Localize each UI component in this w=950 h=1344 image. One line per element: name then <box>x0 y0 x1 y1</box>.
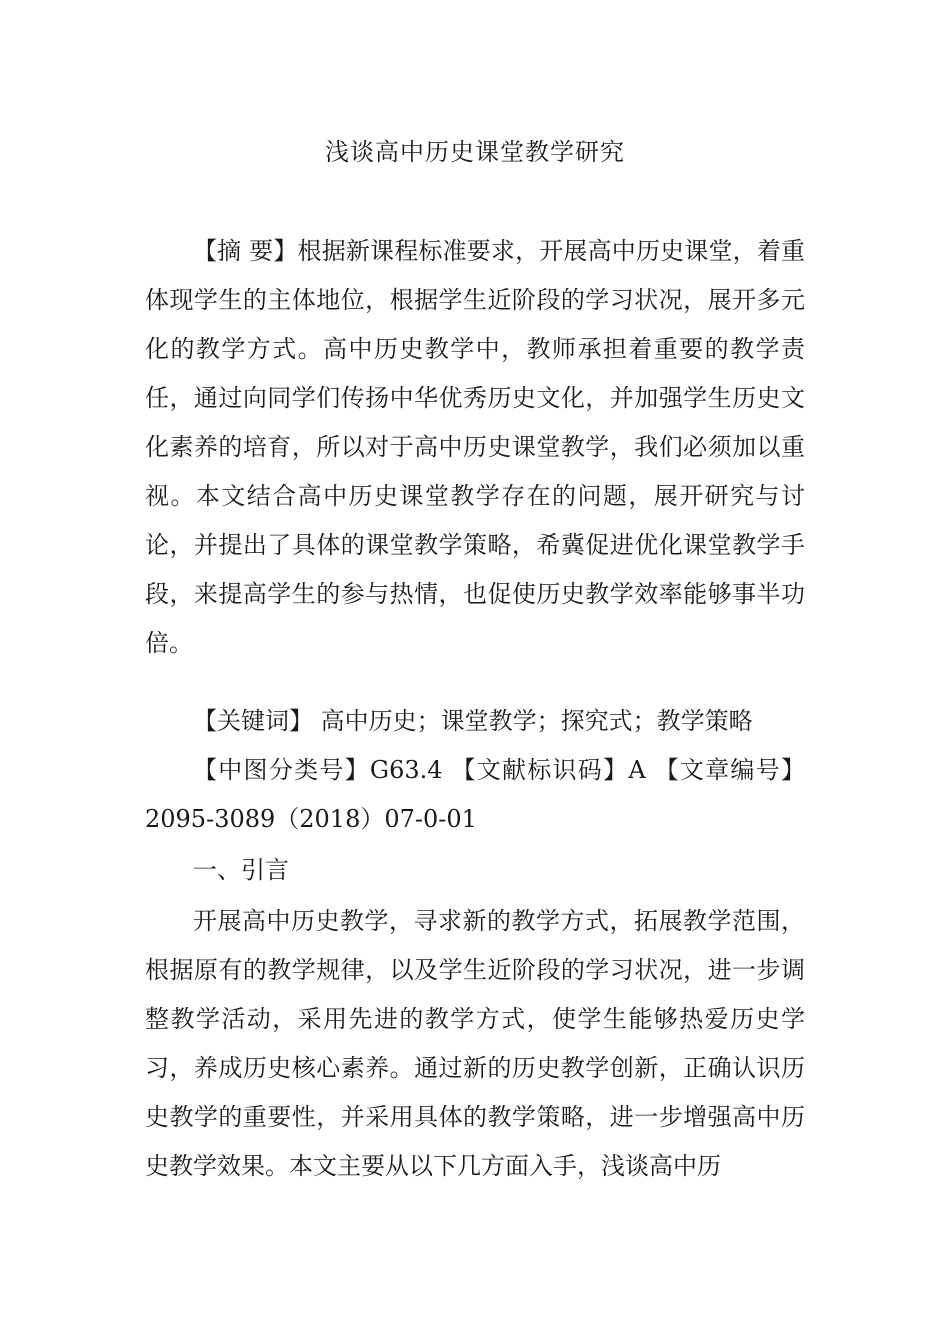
keywords-text: 高中历史；课堂教学；探究式；教学策略 <box>313 707 753 735</box>
clc-value: G63.4 <box>369 756 443 784</box>
classification-paragraph <box>145 746 805 844</box>
abstract-text: 根据新课程标准要求，开展高中历史课堂，着重体现学生的主体地位，根据学生近阶段的学习状况，展开多元化的教学方式。高中历史教学中，教师承担着重要的教学责任，通过向同学们传扬中华优秀历史文化，并加强学生历史文化素养的培育，所以对于高中历史课堂教学，我们必须加以重视。本文结合高中历史课堂教学存在的问题，展开研究与讨论，并提出了具体的课堂教学策略，希冀促进优化课堂教学手段，来提高学生的参与热情，也促使历史教学效率能够事半功倍。 <box>145 237 806 657</box>
doc-code-label: 【文献标识码】 <box>451 756 629 784</box>
doc-code-value: A <box>628 756 646 784</box>
intro-paragraph: 开展高中历史教学，寻求新的教学方式，拓展教学范围，根据原有的教学规律，以及学生近阶段的学习状况，进一步调整教学活动，采用先进的教学方式，使学生能够热爱历史学习，养成历史核心素养。通过新的历史教学创新，正确认识历史教学的重要性，并采用具体的教学策略，进一步增强高中历史教学效果。本文主要从以下几方面入手，浅谈高中历 <box>145 907 805 1180</box>
page-title: 浅谈高中历史课堂教学研究 <box>325 138 625 166</box>
keywords-paragraph <box>145 697 805 746</box>
clc-label: 【中图分类号】 <box>193 756 370 784</box>
keywords-label: 【关键词】 <box>193 707 313 735</box>
article-number-value: 2095-3089（2018）07-0-01 <box>145 805 477 833</box>
abstract-label: 【摘 要】 <box>193 237 298 265</box>
section-heading: 一、引言 <box>193 856 289 884</box>
article-number-label: 【文章编号】 <box>654 756 805 784</box>
abstract-paragraph <box>145 227 805 668</box>
